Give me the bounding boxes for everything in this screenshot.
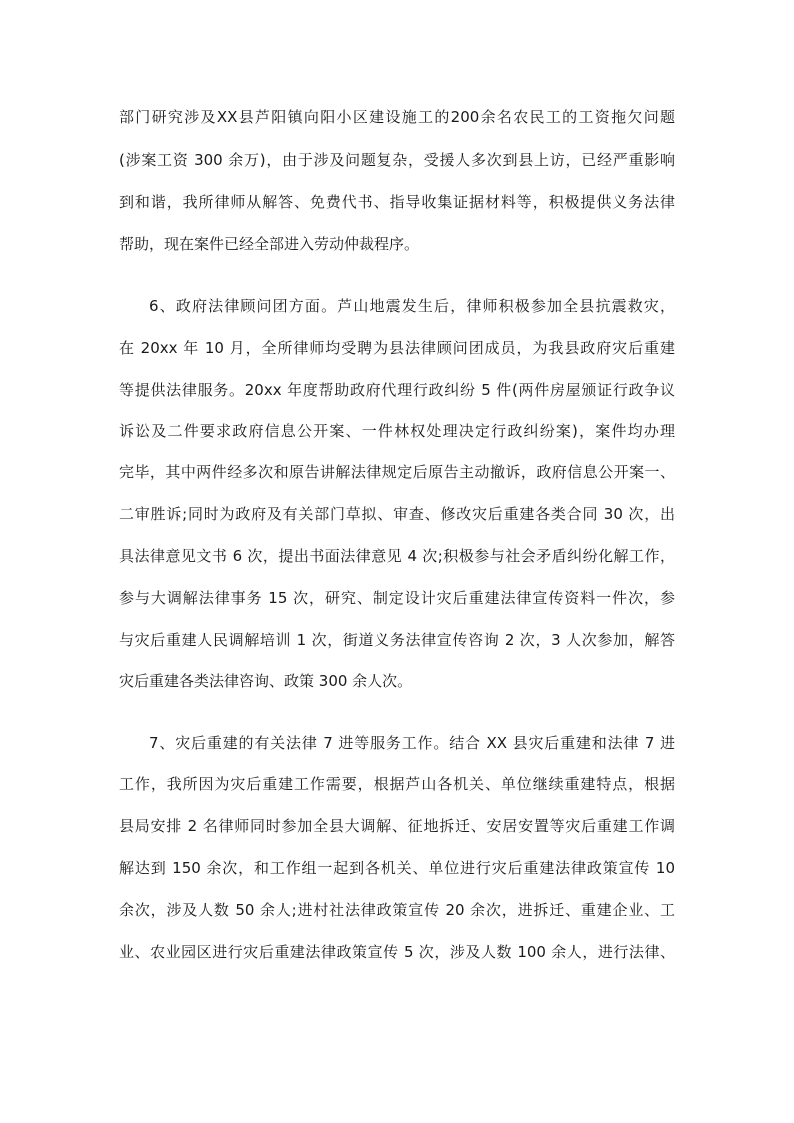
text-line: 解达到 150 余次，和工作组一起到各机关、单位进行灾后重建法律政策宣传 10 (119, 859, 675, 877)
text-line: 参与大调解法律事务 15 次，研究、制定设计灾后重建法律宣传资料一件次，参 (119, 589, 675, 607)
text-line: 部门研究涉及XX县芦阳镇向阳小区建设施工的200余名农民工的工资拖欠问题 (119, 108, 675, 126)
text-line: 6、政府法律顾问团方面。芦山地震发生后，律师积极参加全县抗震救灾， (149, 297, 675, 315)
text-line: 完毕，其中两件经多次和原告讲解法律规定后原告主动撤诉，政府信息公开案一、 (119, 463, 675, 481)
text-line: (涉案工资 300 余万)，由于涉及问题复杂，受援人多次到县上访，已经严重影响 (119, 151, 675, 169)
text-line: 帮助，现在案件已经全部进入劳动仲裁程序。 (119, 235, 420, 253)
text-line: 在 20xx 年 10 月，全所律师均受聘为县法律顾问团成员，为我县政府灾后重建 (119, 339, 675, 357)
text-line: 诉讼及二件要求政府信息公开案、一件林权处理决定行政纠纷案)，案件均办理 (119, 422, 675, 440)
text-line: 二审胜诉;同时为政府及有关部门草拟、审查、修改灾后重建各类合同 30 次，出 (119, 505, 675, 523)
text-line: 到和谐，我所律师从解答、免费代书、指导收集证据材料等，积极提供义务法律 (119, 193, 675, 211)
text-line: 等提供法律服务。20xx 年度帮助政府代理行政纠纷 5 件(两件房屋颁证行政争议 (119, 381, 675, 399)
text-line: 7、灾后重建的有关法律 7 进等服务工作。结合 XX 县灾后重建和法律 7 进 (149, 734, 675, 752)
text-line: 县局安排 2 名律师同时参加全县大调解、征地拆迁、安居安置等灾后重建工作调 (119, 817, 675, 835)
text-line: 具法律意见文书 6 次，提出书面法律意见 4 次;积极参与社会矛盾纠纷化解工作， (119, 547, 675, 565)
text-line: 灾后重建各类法律咨询、政策 300 余人次。 (119, 672, 413, 690)
text-line: 业、农业园区进行灾后重建法律政策宣传 5 次，涉及人数 100 余人，进行法律、 (119, 943, 675, 961)
text-line: 与灾后重建人民调解培训 1 次，街道义务法律宣传咨询 2 次，3 人次参加，解答 (119, 631, 675, 649)
text-line: 工作，我所因为灾后重建工作需要，根据芦山各机关、单位继续重建特点，根据 (119, 775, 675, 793)
text-line: 余次，涉及人数 50 余人;进村社法律政策宣传 20 余次，进拆迁、重建企业、工 (119, 901, 675, 919)
